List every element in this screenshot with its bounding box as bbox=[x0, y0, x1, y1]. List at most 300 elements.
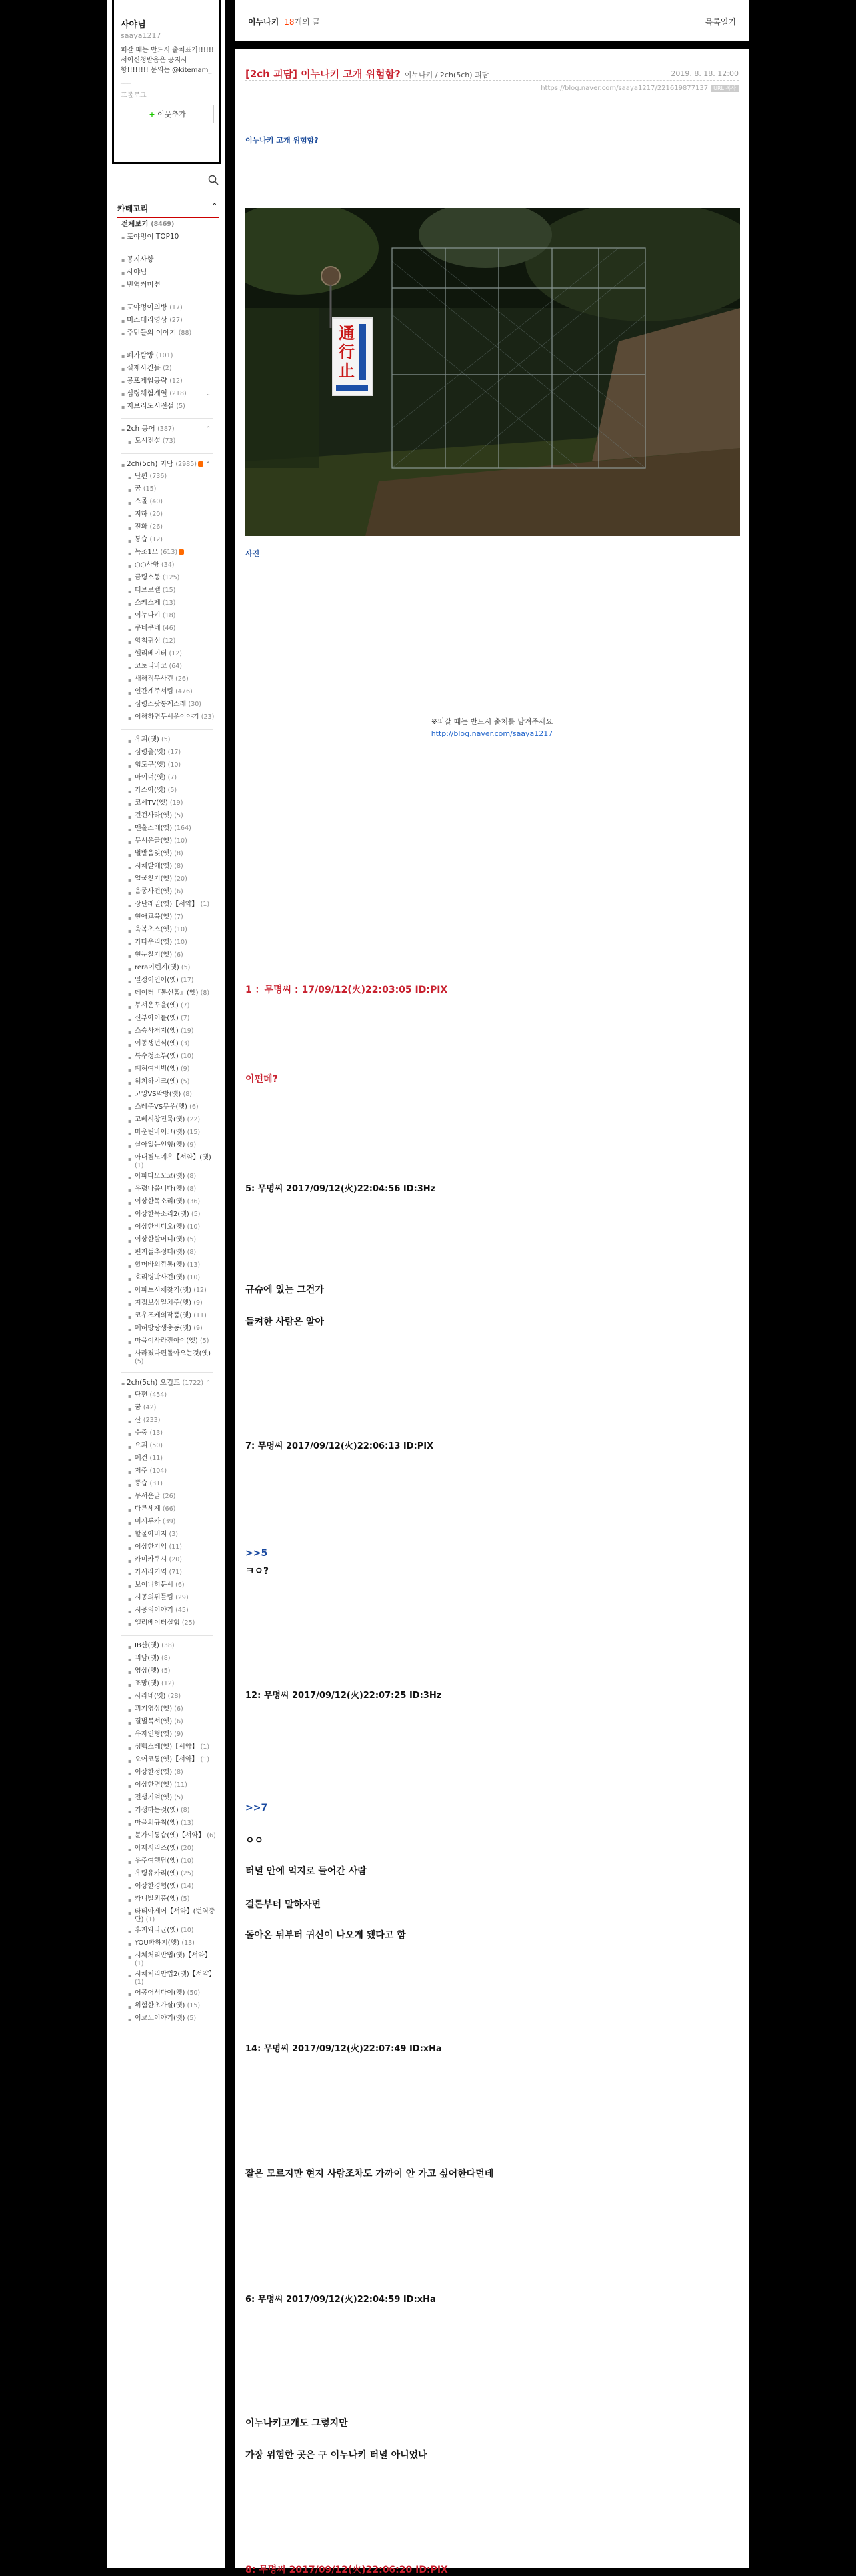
bullet-icon: ▪ bbox=[128, 1682, 132, 1688]
category-count: (6) bbox=[189, 1103, 199, 1111]
category-item[interactable] bbox=[117, 735, 219, 747]
category-item[interactable] bbox=[117, 585, 219, 598]
category-item[interactable] bbox=[117, 573, 219, 585]
bullet-icon: ▪ bbox=[121, 462, 125, 468]
category-count: (104) bbox=[149, 1467, 167, 1475]
bullet-icon: ▪ bbox=[121, 270, 125, 276]
bullet-icon: ▪ bbox=[128, 1745, 132, 1751]
category-count: (46) bbox=[162, 625, 176, 632]
category-label: 미스테리영상 bbox=[127, 316, 167, 324]
category-label: 심령출(옛) bbox=[135, 749, 166, 756]
category-label: 다른세계 bbox=[135, 1505, 161, 1513]
category-item[interactable] bbox=[117, 1184, 219, 1197]
category-count: (8) bbox=[187, 1185, 197, 1193]
category-topbar bbox=[235, 0, 749, 41]
category-item[interactable] bbox=[117, 327, 219, 340]
category-item[interactable] bbox=[117, 887, 219, 899]
category-count: (26) bbox=[175, 675, 189, 683]
category-label: 심령체험계열 bbox=[127, 389, 167, 397]
post-category-path[interactable]: 이누나키 / 2ch(5ch) 괴담 bbox=[404, 71, 489, 79]
category-item[interactable] bbox=[117, 1755, 219, 1767]
category-item[interactable] bbox=[117, 1951, 219, 1969]
category-item[interactable] bbox=[117, 1428, 219, 1441]
category-label: 헬리베이터 bbox=[135, 650, 167, 657]
post-url[interactable]: https://blog.naver.com/saaya1217/221619877137 bbox=[541, 85, 709, 92]
category-item[interactable] bbox=[117, 674, 219, 687]
category-item[interactable] bbox=[117, 219, 219, 231]
category-item[interactable] bbox=[117, 1881, 219, 1894]
category-count: (5) bbox=[180, 1078, 190, 1085]
category-item[interactable] bbox=[117, 1153, 219, 1171]
category-item[interactable] bbox=[117, 1491, 219, 1504]
category-item[interactable] bbox=[117, 1001, 219, 1013]
category-label: rera이렌지(옛) bbox=[135, 964, 179, 971]
post-photo[interactable] bbox=[245, 208, 740, 536]
category-item[interactable] bbox=[117, 1793, 219, 1805]
current-category-name[interactable]: 이누나키 bbox=[248, 17, 279, 27]
prologue-link[interactable]: 프롤로그 bbox=[121, 92, 147, 99]
category-item[interactable] bbox=[117, 497, 219, 509]
post-url-row bbox=[245, 80, 739, 92]
category-item[interactable] bbox=[117, 231, 219, 244]
category-item[interactable] bbox=[117, 1403, 219, 1415]
category-item[interactable] bbox=[117, 1894, 219, 1907]
category-item[interactable] bbox=[117, 350, 219, 363]
category-label: 실제사건들 bbox=[127, 364, 161, 372]
category-item[interactable] bbox=[117, 1285, 219, 1298]
category-count: (454) bbox=[149, 1391, 167, 1399]
category-item[interactable] bbox=[117, 1529, 219, 1542]
category-item[interactable] bbox=[117, 1140, 219, 1153]
category-item[interactable] bbox=[117, 1580, 219, 1593]
category-item[interactable] bbox=[117, 401, 219, 413]
category-label: 도시전설 bbox=[135, 437, 161, 445]
profile-nickname[interactable]: 사야님 bbox=[121, 20, 146, 30]
bullet-icon: ▪ bbox=[128, 1621, 132, 1627]
category-item[interactable] bbox=[117, 1742, 219, 1755]
category-item[interactable] bbox=[117, 267, 219, 279]
category-item[interactable] bbox=[117, 1039, 219, 1051]
category-item[interactable] bbox=[117, 423, 219, 436]
category-item[interactable] bbox=[117, 1988, 219, 2001]
category-item[interactable] bbox=[117, 1171, 219, 1184]
bullet-icon: ▪ bbox=[128, 1175, 132, 1181]
category-label: 포야멍이 TOP10 bbox=[127, 233, 179, 241]
category-item[interactable] bbox=[117, 1247, 219, 1260]
category-item[interactable] bbox=[117, 1704, 219, 1717]
chevron-icon[interactable]: ⌃ bbox=[205, 1380, 211, 1387]
category-item[interactable] bbox=[117, 535, 219, 547]
category-item[interactable] bbox=[117, 1666, 219, 1679]
category-item[interactable] bbox=[117, 950, 219, 963]
comment-text: 터널 안에 억지로 들어간 사람 bbox=[245, 1866, 367, 1877]
tunnel-gate-image bbox=[245, 208, 740, 536]
bullet-icon: ▪ bbox=[128, 852, 132, 858]
reply-anchor-link[interactable]: >>5 bbox=[245, 1548, 268, 1559]
category-item[interactable] bbox=[117, 836, 219, 849]
category-count: (38) bbox=[161, 1642, 175, 1649]
comment-text: 결론부터 말하자면 bbox=[245, 1899, 321, 1910]
category-item[interactable] bbox=[117, 1605, 219, 1618]
category-count: (20) bbox=[174, 875, 187, 883]
copy-notice-line1: ※퍼갈 때는 반드시 출처를 남겨주세요 bbox=[431, 717, 553, 726]
category-count: (7) bbox=[180, 1015, 190, 1022]
category-item[interactable] bbox=[117, 975, 219, 988]
category-item[interactable] bbox=[117, 1969, 219, 1988]
category-count: (5) bbox=[191, 1211, 201, 1218]
category-item[interactable] bbox=[117, 760, 219, 773]
bullet-icon: ▪ bbox=[128, 1720, 132, 1726]
category-count: (9) bbox=[180, 1065, 190, 1073]
category-item[interactable] bbox=[117, 2001, 219, 2013]
category-label: 특수청소부(옛) bbox=[135, 1053, 179, 1060]
category-count: (10) bbox=[180, 1053, 194, 1060]
category-item[interactable] bbox=[117, 459, 219, 471]
category-count: (9) bbox=[187, 1141, 197, 1149]
category-item[interactable] bbox=[117, 254, 219, 267]
category-item[interactable] bbox=[117, 363, 219, 375]
category-item[interactable] bbox=[117, 1805, 219, 1818]
category-count: (1) bbox=[145, 1916, 155, 1923]
chevron-icon[interactable]: ⌃ bbox=[205, 426, 211, 433]
category-item[interactable] bbox=[117, 1593, 219, 1605]
category-label: 일정이인어(옛) bbox=[135, 977, 179, 984]
category-label: 시공의이야기 bbox=[135, 1607, 173, 1614]
category-item[interactable] bbox=[117, 1831, 219, 1843]
bullet-icon: ▪ bbox=[128, 1520, 132, 1526]
category-label: 마음이사라진아이(옛) bbox=[135, 1337, 198, 1345]
category-item[interactable] bbox=[117, 1641, 219, 1653]
category-label: 괴기영상(옛) bbox=[135, 1705, 173, 1713]
category-count: (13) bbox=[187, 1261, 201, 1269]
category-item[interactable] bbox=[117, 687, 219, 699]
comment-header: 1 ：무명씨 : 17/09/12(火)22:03:05 ID:PIX bbox=[245, 985, 448, 995]
category-label: 이상한정(옛) bbox=[135, 1769, 173, 1776]
category-label: 카타우리(옛) bbox=[135, 939, 173, 946]
category-count: (26) bbox=[162, 1493, 176, 1500]
comment-text: 가장 위험한 곳은 구 이누나키 터널 아니었나 bbox=[245, 2450, 427, 2461]
category-count: (8469) bbox=[151, 221, 175, 228]
category-item[interactable] bbox=[117, 1729, 219, 1742]
category-label: 오어코통(옛)【서약】 bbox=[135, 1756, 199, 1763]
category-count: (6) bbox=[207, 1832, 216, 1839]
category-item[interactable] bbox=[117, 636, 219, 649]
category-item[interactable] bbox=[117, 1102, 219, 1115]
category-count: (31) bbox=[149, 1480, 163, 1487]
category-count: (7) bbox=[180, 1002, 190, 1009]
category-item[interactable] bbox=[117, 1907, 219, 1925]
category-count: (2985) bbox=[175, 461, 197, 468]
category-item[interactable] bbox=[117, 1222, 219, 1235]
category-item[interactable] bbox=[117, 1311, 219, 1323]
category-count: (66) bbox=[162, 1505, 176, 1513]
add-neighbor-button[interactable] bbox=[121, 105, 214, 123]
profile-user-id: saaya1217 bbox=[121, 31, 161, 40]
category-item[interactable] bbox=[117, 925, 219, 937]
bullet-icon: ▪ bbox=[128, 827, 132, 833]
category-label: 이해하면무서운이야기 bbox=[135, 713, 199, 721]
category-item[interactable] bbox=[117, 661, 219, 674]
bullet-icon: ▪ bbox=[128, 1897, 132, 1903]
category-item[interactable] bbox=[117, 598, 219, 611]
category-count: (8) bbox=[200, 989, 210, 997]
category-label: 마운틴바이크(옛) bbox=[135, 1129, 185, 1136]
category-item[interactable] bbox=[117, 1273, 219, 1285]
category-item[interactable] bbox=[117, 509, 219, 522]
category-item[interactable] bbox=[117, 849, 219, 861]
comment-header: 6: 무명씨 2017/09/12(火)22:04:59 ID:xHa bbox=[245, 2295, 436, 2305]
category-label: 단편 bbox=[135, 473, 148, 480]
bullet-icon: ▪ bbox=[128, 1954, 132, 1960]
category-label: 결벌목서(옛) bbox=[135, 1718, 173, 1725]
category-label: 성백스레(옛)【서약】 bbox=[135, 1743, 199, 1751]
category-item[interactable] bbox=[117, 1026, 219, 1039]
category-count: (1) bbox=[200, 1743, 210, 1751]
category-item[interactable] bbox=[117, 1517, 219, 1529]
category-item[interactable] bbox=[117, 785, 219, 798]
category-label: 수중 bbox=[135, 1429, 148, 1437]
category-item[interactable] bbox=[117, 649, 219, 661]
search-icon[interactable] bbox=[208, 175, 219, 185]
category-label: 무서운글 bbox=[135, 1493, 161, 1500]
category-count: (50) bbox=[149, 1442, 163, 1449]
category-count: (13) bbox=[162, 599, 176, 607]
category-count: (5) bbox=[180, 1895, 190, 1903]
category-label: 지하 bbox=[135, 511, 148, 518]
category-item[interactable] bbox=[117, 1466, 219, 1479]
category-item[interactable] bbox=[117, 798, 219, 811]
category-item[interactable] bbox=[117, 522, 219, 535]
post-count-suffix: 개의 글 bbox=[294, 17, 321, 27]
category-header[interactable] bbox=[117, 203, 219, 218]
category-count: (39) bbox=[162, 1518, 176, 1525]
bullet-icon: ▪ bbox=[128, 1973, 132, 1979]
bullet-icon: ▪ bbox=[121, 283, 125, 289]
category-label: 유자인형(옛) bbox=[135, 1731, 173, 1738]
category-item[interactable] bbox=[117, 315, 219, 327]
category-item[interactable] bbox=[117, 1077, 219, 1089]
category-item[interactable] bbox=[117, 1336, 219, 1349]
sidebar-search bbox=[117, 175, 219, 187]
bullet-icon: ▪ bbox=[121, 427, 125, 433]
category-count: (10) bbox=[180, 1927, 194, 1934]
category-count: (6) bbox=[174, 951, 183, 959]
category-label: 새해직무사건 bbox=[135, 675, 173, 683]
chevron-icon[interactable]: ⌄ bbox=[205, 391, 211, 397]
bullet-icon: ▪ bbox=[128, 1929, 132, 1935]
category-label: 이상한비디오(옛) bbox=[135, 1223, 185, 1231]
category-item[interactable] bbox=[117, 699, 219, 712]
bullet-icon: ▪ bbox=[128, 877, 132, 883]
category-count: (18) bbox=[162, 612, 176, 619]
bullet-icon: ▪ bbox=[121, 404, 125, 410]
category-item[interactable] bbox=[117, 302, 219, 315]
bullet-icon: ▪ bbox=[128, 1118, 132, 1124]
reply-anchor-link[interactable]: >>7 bbox=[245, 1803, 268, 1813]
category-item[interactable] bbox=[117, 1925, 219, 1938]
post-title-row bbox=[245, 67, 489, 81]
category-item[interactable] bbox=[117, 1618, 219, 1631]
category-count: (19) bbox=[169, 799, 183, 807]
category-item[interactable] bbox=[117, 1653, 219, 1666]
category-item[interactable] bbox=[117, 1843, 219, 1856]
category-item[interactable] bbox=[117, 1323, 219, 1336]
category-label: 욱복초스(옛) bbox=[135, 926, 173, 933]
category-label: 편지들추정터(옛) bbox=[135, 1249, 185, 1256]
bullet-icon: ▪ bbox=[128, 1029, 132, 1035]
category-item[interactable] bbox=[117, 1453, 219, 1466]
category-item[interactable] bbox=[117, 963, 219, 975]
category-label: 아제시리즈(옛) bbox=[135, 1845, 179, 1852]
category-item[interactable] bbox=[117, 1780, 219, 1793]
category-count: (40) bbox=[149, 498, 163, 505]
category-label: 맨홀스레(옛) bbox=[135, 825, 173, 832]
category-count: (5) bbox=[174, 1794, 183, 1801]
category-item[interactable] bbox=[117, 1051, 219, 1064]
category-item[interactable] bbox=[117, 1127, 219, 1140]
category-label: 마을의규칙(옛) bbox=[135, 1819, 179, 1827]
category-item[interactable] bbox=[117, 484, 219, 497]
category-count: (14) bbox=[180, 1883, 194, 1890]
category-item[interactable] bbox=[117, 1115, 219, 1127]
category-label: IB산(옛) bbox=[135, 1642, 159, 1649]
category-label: 2ch 공어 bbox=[127, 425, 155, 433]
category-item[interactable] bbox=[117, 1856, 219, 1869]
category-count: (5) bbox=[199, 1337, 209, 1345]
bullet-icon: ▪ bbox=[128, 1771, 132, 1777]
blog-link[interactable]: http://blog.naver.com/saaya1217 bbox=[431, 729, 553, 738]
category-item[interactable] bbox=[117, 2013, 219, 2026]
category-count: (11) bbox=[174, 1781, 187, 1789]
category-item[interactable] bbox=[117, 773, 219, 785]
category-item[interactable] bbox=[117, 1377, 219, 1390]
category-count: (10) bbox=[174, 837, 187, 845]
chevron-up-icon[interactable]: ⌃ bbox=[211, 203, 217, 210]
category-count: (42) bbox=[143, 1404, 157, 1411]
category-item[interactable] bbox=[117, 375, 219, 388]
category-item[interactable] bbox=[117, 1441, 219, 1453]
category-item[interactable] bbox=[117, 1767, 219, 1780]
bullet-icon: ▪ bbox=[128, 1669, 132, 1675]
category-item[interactable] bbox=[117, 1504, 219, 1517]
category-item[interactable] bbox=[117, 1567, 219, 1580]
category-count: (27) bbox=[169, 317, 183, 324]
category-count: (8) bbox=[180, 1807, 190, 1814]
category-label: 유령유카리(옛) bbox=[135, 1870, 179, 1877]
post-title[interactable]: [2ch 괴담] 이누나키 고개 위험함? bbox=[245, 68, 401, 80]
category-item[interactable] bbox=[117, 1235, 219, 1247]
category-item[interactable] bbox=[117, 1390, 219, 1403]
bullet-icon: ▪ bbox=[128, 1558, 132, 1564]
category-item[interactable] bbox=[117, 1479, 219, 1491]
bullet-icon: ▪ bbox=[128, 487, 132, 493]
bullet-icon: ▪ bbox=[128, 1482, 132, 1488]
category-count: (17) bbox=[167, 749, 181, 756]
bullet-icon: ▪ bbox=[128, 1289, 132, 1295]
category-label: 사라졌다편돌아오는것(옛) bbox=[135, 1350, 211, 1357]
bullet-icon: ▪ bbox=[128, 1156, 132, 1162]
category-label: 시체처리반법2(옛)【서약】 bbox=[135, 1971, 216, 1978]
category-item[interactable] bbox=[117, 1089, 219, 1102]
category-item[interactable] bbox=[117, 1555, 219, 1567]
category-label: 카스아(옛) bbox=[135, 787, 166, 794]
category-count: (15) bbox=[187, 2002, 201, 2009]
category-label: 폐가탐방 bbox=[127, 351, 154, 359]
bullet-icon: ▪ bbox=[121, 235, 125, 241]
category-item[interactable] bbox=[117, 912, 219, 925]
category-item[interactable] bbox=[117, 388, 219, 401]
category-item[interactable] bbox=[117, 1197, 219, 1209]
bullet-icon: ▪ bbox=[128, 890, 132, 896]
category-label: 합척귀신 bbox=[135, 637, 161, 645]
category-item[interactable] bbox=[117, 611, 219, 623]
category-item[interactable] bbox=[117, 1679, 219, 1691]
category-item[interactable] bbox=[117, 1938, 219, 1951]
category-item[interactable] bbox=[117, 1064, 219, 1077]
new-badge-icon bbox=[179, 549, 184, 555]
category-count: (5) bbox=[135, 1358, 144, 1365]
category-label: 기생하는것(옛) bbox=[135, 1807, 179, 1814]
category-item[interactable] bbox=[117, 823, 219, 836]
category-item[interactable] bbox=[117, 1298, 219, 1311]
category-item[interactable] bbox=[117, 811, 219, 823]
category-item[interactable] bbox=[117, 1415, 219, 1428]
category-count: (6) bbox=[174, 1705, 183, 1713]
category-label: 건건사라(옛) bbox=[135, 812, 173, 819]
category-label: 폐건 bbox=[135, 1455, 148, 1462]
category-count: (7) bbox=[174, 913, 183, 921]
category-count: (125) bbox=[162, 574, 180, 581]
category-item[interactable] bbox=[117, 1542, 219, 1555]
category-item[interactable] bbox=[117, 988, 219, 1001]
category-item[interactable] bbox=[117, 436, 219, 449]
category-item[interactable] bbox=[117, 1013, 219, 1026]
category-item[interactable] bbox=[117, 1209, 219, 1222]
category-item[interactable] bbox=[117, 1260, 219, 1273]
category-item[interactable] bbox=[117, 1349, 219, 1367]
category-item[interactable] bbox=[117, 874, 219, 887]
url-copy-button[interactable]: URL 복사 bbox=[711, 85, 739, 92]
category-count: (1) bbox=[135, 1162, 144, 1169]
category-item[interactable] bbox=[117, 747, 219, 760]
category-item[interactable] bbox=[117, 899, 219, 912]
closed-road-sign bbox=[332, 317, 373, 396]
open-list-button[interactable]: 목록열기 bbox=[705, 17, 736, 27]
category-item[interactable] bbox=[117, 712, 219, 725]
category-count: (8) bbox=[161, 1655, 171, 1662]
bullet-icon: ▪ bbox=[128, 776, 132, 782]
category-item[interactable] bbox=[117, 1869, 219, 1881]
category-count: (1) bbox=[200, 1756, 210, 1763]
category-item[interactable] bbox=[117, 1818, 219, 1831]
comment-text: 이누나키고개도 그렇지만 bbox=[245, 2418, 348, 2429]
bullet-icon: ▪ bbox=[128, 1419, 132, 1425]
category-item[interactable] bbox=[117, 1717, 219, 1729]
category-item[interactable] bbox=[117, 623, 219, 636]
bullet-icon: ▪ bbox=[128, 1596, 132, 1602]
category-count: (15) bbox=[162, 587, 176, 594]
chevron-icon[interactable]: ⌃ bbox=[205, 461, 211, 468]
category-count: (12) bbox=[193, 1287, 207, 1294]
category-label: 시체처리반법(옛)【서약】 bbox=[135, 1952, 211, 1959]
category-item[interactable] bbox=[117, 547, 219, 560]
category-item[interactable] bbox=[117, 1691, 219, 1704]
category-item[interactable] bbox=[117, 937, 219, 950]
category-item[interactable] bbox=[117, 471, 219, 484]
category-item[interactable] bbox=[117, 861, 219, 874]
category-item[interactable] bbox=[117, 560, 219, 573]
category-item[interactable] bbox=[117, 279, 219, 292]
